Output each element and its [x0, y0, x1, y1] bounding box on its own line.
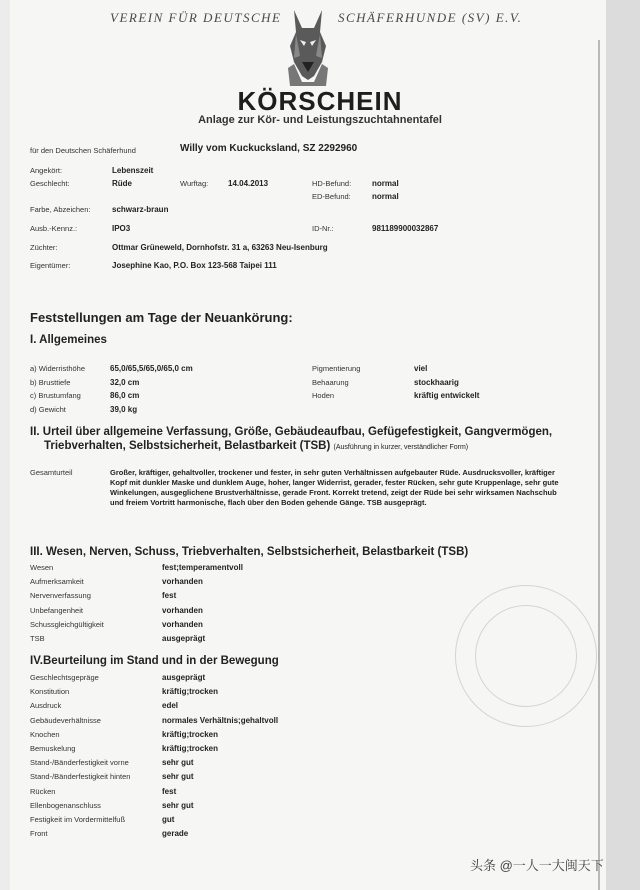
- assessment-row-value: sehr gut: [162, 800, 194, 810]
- temperament-row-label: Nervenverfassung: [30, 591, 91, 601]
- assessment-row-label: Front: [30, 829, 48, 839]
- dog-name: Willy vom Kuckucksland, SZ 2292960: [180, 143, 358, 154]
- tattoo-label: Ausb.-Kennz.:: [30, 224, 78, 233]
- temperament-row-value: fest: [162, 591, 177, 601]
- overall-judgement-label: Gesamturteil: [30, 468, 73, 477]
- background-seal-inner: [475, 605, 577, 707]
- measurement-value: 65,0/65,5/65,0/65,0 cm: [110, 364, 193, 373]
- sex-value: Rüde: [112, 179, 132, 188]
- section2-title-line1: II. Urteil über allgemeine Verfassung, Größe, Gebäudeaufbau, Gefügefestigkeit, Gangvermögen,: [30, 426, 553, 438]
- measurement-value: 32,0 cm: [110, 377, 140, 387]
- assessment-row-value: gerade: [162, 829, 189, 839]
- section2-title-line2: [44, 440, 468, 452]
- overall-judgement-text: Großer, kräftiger, gehaltvoller, trockener und fester, in sehr guten Verhältnissen aufgebauter Rüde. Ausdrucksvoller, kräftiger Kopf mit dunkler Maske und dunklem Auge, hoher, langer Widerrist, gerader, fester Rücken, sehr gute Kruppenlage, sehr gute Winkelungen, ausgeglichene Brustverhältnisse, gerade Front. Korrekt tretend, zeigt der Rüde bei sehr wirksamen Nachschub und freiem Vortritt harmonische, flach über den Boden gehende Gänge. TSB ausgeprägt.: [110, 468, 559, 507]
- temperament-row-value: ausgeprägt: [162, 634, 206, 643]
- assessment-row-label: Stand-/Bänderfestigkeit vorne: [30, 758, 129, 768]
- watermark-text: 头条 @一人一大闽天下: [470, 858, 604, 873]
- measurement-label: d) Gewicht: [30, 404, 66, 414]
- shepherd-dog-logo-icon: [280, 6, 336, 86]
- id-value: 981189900032867: [372, 224, 439, 233]
- assessment-row-label: Bemuskelung: [30, 744, 76, 753]
- id-label: ID-Nr.:: [312, 224, 334, 233]
- temperament-row-label: Unbefangenheit: [30, 605, 83, 615]
- trait-label: Behaarung: [312, 377, 349, 387]
- measurement-label: a) Widerristhöhe: [30, 364, 86, 373]
- assessment-row-value: ausgeprägt: [162, 673, 206, 682]
- temperament-row-value: vorhanden: [162, 605, 203, 615]
- assessment-row-label: Geschlechtsgepräge: [30, 673, 99, 682]
- assessment-row-label: Rücken: [30, 786, 56, 796]
- scan-fold-line: [598, 40, 600, 890]
- wurftag-value: 14.04.2013: [228, 179, 269, 188]
- measurement-label: b) Brusttiefe: [30, 377, 71, 387]
- breeder-label: Züchter:: [30, 243, 58, 252]
- color-value: schwarz-braun: [112, 205, 169, 214]
- assessment-row-value: kräftig;trocken: [162, 729, 219, 739]
- trait-value: kräftig entwickelt: [414, 391, 480, 400]
- club-name-left: VEREIN FÜR DEUTSCHE: [110, 10, 282, 25]
- ed-value: normal: [372, 192, 399, 201]
- trait-label: Hoden: [312, 391, 335, 400]
- assessment-row-value: gut: [162, 815, 175, 824]
- tattoo-value: IPO3: [112, 224, 131, 233]
- ed-label: ED-Befund:: [312, 192, 351, 201]
- assessment-row-value: fest: [162, 786, 177, 796]
- measurement-value: 39,0 kg: [110, 404, 138, 414]
- angekoert-label: Angekört:: [30, 166, 63, 175]
- temperament-row-label: Wesen: [30, 563, 54, 572]
- owner-value: Josephine Kao, P.O. Box 123-568 Taipei 111: [112, 261, 277, 270]
- color-label: Farbe, Abzeichen:: [30, 205, 91, 214]
- assessment-row-value: normales Verhältnis;gehaltvoll: [162, 715, 279, 725]
- temperament-row-value: vorhanden: [162, 619, 203, 629]
- assessment-row-value: sehr gut: [162, 758, 194, 768]
- section4-title: IV.Beurteilung im Stand und in der Bewegung: [30, 655, 279, 667]
- measurement-label: c) Brustumfang: [30, 391, 81, 400]
- assessment-row-value: sehr gut: [162, 772, 194, 782]
- section2-title-note: (Ausführung in kurzer, verständlicher Form): [333, 444, 469, 451]
- section3-title: III. Wesen, Nerven, Schuss, Triebverhalten, Selbstsicherheit, Belastbarkeit (TSB): [30, 546, 469, 558]
- hd-value: normal: [372, 179, 399, 188]
- section2-title-line2-text: Triebverhalten, Selbstsicherheit, Belastbarkeit (TSB): [44, 440, 331, 452]
- club-name-right: SCHÄFERHUNDE (SV) E.V.: [338, 10, 523, 25]
- trait-value: viel: [414, 364, 428, 373]
- temperament-row-label: Schussgleichgültigkeit: [30, 619, 104, 629]
- assessment-row-value: kräftig;trocken: [162, 687, 219, 697]
- document-subtitle: Anlage zur Kör- und Leistungszuchtahnentafel: [198, 114, 442, 126]
- assessment-row-value: edel: [162, 701, 179, 711]
- assessment-row-label: Gebäudeverhältnisse: [30, 715, 101, 725]
- temperament-row-value: fest;temperamentvoll: [162, 563, 243, 572]
- assessment-row-label: Ausdruck: [30, 701, 62, 711]
- owner-label: Eigentümer:: [30, 261, 71, 270]
- trait-label: Pigmentierung: [312, 364, 361, 373]
- assessment-row-label: Knochen: [30, 729, 60, 739]
- breed-label: für den Deutschen Schäferhund: [30, 146, 136, 155]
- section1-title: I. Allgemeines: [30, 334, 107, 346]
- temperament-row-value: vorhanden: [162, 577, 203, 587]
- temperament-row-label: TSB: [30, 634, 45, 643]
- measurement-value: 86,0 cm: [110, 391, 140, 400]
- breeder-value: Ottmar Grüneweld, Dornhofstr. 31 a, 63263 Neu-Isenburg: [112, 243, 328, 252]
- angekoert-value: Lebenszeit: [112, 166, 154, 175]
- assessment-row-value: kräftig;trocken: [162, 744, 219, 753]
- assessment-row-label: Ellenbogenanschluss: [30, 800, 101, 810]
- hd-label: HD-Befund:: [312, 179, 352, 188]
- wurftag-label: Wurftag:: [180, 179, 209, 188]
- assessment-row-label: Stand-/Bänderfestigkeit hinten: [30, 772, 131, 782]
- findings-title: Feststellungen am Tage der Neuankörung:: [30, 310, 293, 325]
- assessment-row-label: Konstitution: [30, 687, 70, 697]
- document-title: KÖRSCHEIN: [237, 86, 403, 116]
- scan-edge: [606, 0, 640, 890]
- trait-value: stockhaarig: [414, 377, 459, 387]
- assessment-row-label: Festigkeit im Vordermittelfuß: [30, 815, 126, 824]
- temperament-row-label: Aufmerksamkeit: [30, 577, 84, 587]
- sex-label: Geschlecht:: [30, 179, 70, 188]
